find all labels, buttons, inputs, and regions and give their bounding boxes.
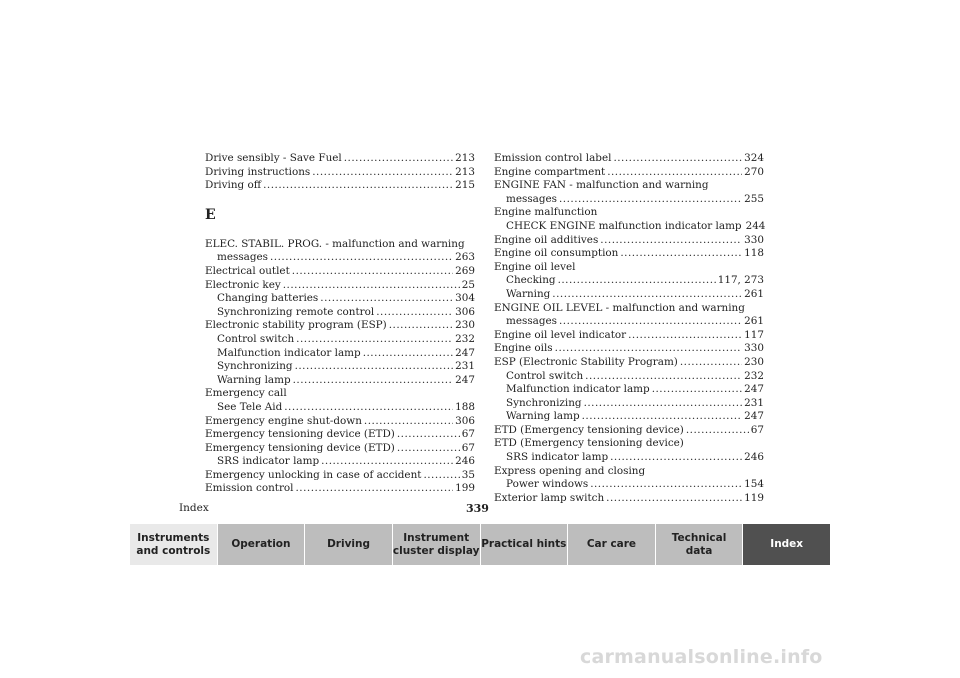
page-reference: 25 bbox=[461, 278, 475, 291]
dot-leader bbox=[296, 333, 453, 347]
entry-text: Malfunction indicator lamp bbox=[217, 346, 361, 359]
page-reference: 231 bbox=[744, 396, 764, 409]
page-reference: 263 bbox=[455, 251, 475, 264]
page-reference: 230 bbox=[744, 355, 764, 368]
dot-leader bbox=[363, 347, 453, 361]
index-entry[interactable] bbox=[205, 428, 475, 442]
index-column-left bbox=[205, 152, 475, 496]
entry-text: Power windows bbox=[506, 478, 589, 491]
entry-text: Synchronizing bbox=[217, 360, 293, 373]
page-reference: 230 bbox=[455, 319, 475, 332]
entry-text: Control switch bbox=[506, 369, 584, 382]
page-reference: 67 bbox=[750, 423, 764, 436]
dot-leader bbox=[423, 469, 459, 483]
index-group-e bbox=[205, 238, 475, 496]
index-entry[interactable] bbox=[494, 152, 764, 166]
entry-text: Malfunction indicator lamp bbox=[506, 383, 650, 396]
dot-leader bbox=[312, 166, 453, 180]
tab-instruments-and-controls[interactable]: Instruments and controls bbox=[130, 524, 218, 565]
index-entry[interactable] bbox=[494, 492, 764, 506]
dot-leader bbox=[270, 251, 453, 265]
dot-leader bbox=[376, 306, 453, 320]
tab-driving[interactable]: Driving bbox=[305, 524, 393, 565]
index-entry[interactable] bbox=[494, 193, 764, 207]
dot-leader bbox=[344, 152, 453, 166]
index-subentry[interactable] bbox=[494, 478, 764, 492]
dot-leader bbox=[600, 234, 742, 248]
chapter-navigation-bar bbox=[130, 524, 830, 565]
page-reference: 270 bbox=[744, 165, 764, 178]
index-heading: Express opening and closing bbox=[494, 464, 646, 477]
index-entry[interactable] bbox=[494, 424, 764, 438]
index-heading: ENGINE FAN - malfunction and warning bbox=[494, 179, 709, 192]
dot-leader bbox=[321, 455, 453, 469]
dot-leader bbox=[555, 342, 743, 356]
index-column-right bbox=[494, 152, 764, 505]
entry-text: Warning bbox=[506, 287, 551, 300]
index-subentry[interactable] bbox=[494, 274, 764, 288]
entry-text: Exterior lamp switch bbox=[494, 491, 605, 504]
page-reference: 306 bbox=[455, 414, 475, 427]
entry-text: messages bbox=[506, 315, 557, 328]
index-subentry[interactable] bbox=[205, 306, 475, 320]
page-reference: 247 bbox=[455, 346, 475, 359]
index-entry[interactable] bbox=[205, 279, 475, 293]
page-reference: 199 bbox=[455, 482, 475, 495]
page-reference: 215 bbox=[455, 179, 475, 192]
tab-instrument-cluster-display[interactable]: Instrument cluster display bbox=[393, 524, 481, 565]
index-entry[interactable] bbox=[205, 469, 475, 483]
page-reference: 269 bbox=[455, 264, 475, 277]
index-entry[interactable] bbox=[494, 356, 764, 370]
index-group-d-end bbox=[205, 152, 475, 193]
dot-leader bbox=[263, 179, 453, 193]
entry-text: ETD (Emergency tensioning device) bbox=[494, 423, 684, 436]
entry-text: Driving off bbox=[205, 179, 262, 192]
entry-text: Drive sensibly - Save Fuel bbox=[205, 152, 342, 164]
index-entry[interactable] bbox=[205, 482, 475, 496]
tab-technical-data[interactable]: Technical data bbox=[656, 524, 744, 565]
dot-leader bbox=[292, 265, 453, 279]
dot-leader bbox=[585, 370, 742, 384]
page-reference: 117 bbox=[744, 328, 764, 341]
page-reference: 246 bbox=[744, 451, 764, 464]
entry-text: Changing batteries bbox=[217, 292, 319, 305]
entry-text: Engine oil consumption bbox=[494, 247, 619, 260]
entry-text: Engine oils bbox=[494, 342, 553, 355]
page-reference: 213 bbox=[455, 152, 475, 164]
index-entry[interactable] bbox=[494, 166, 764, 180]
footer-section-title: Index bbox=[179, 502, 209, 514]
index-entry[interactable] bbox=[494, 234, 764, 248]
dot-leader bbox=[558, 274, 716, 288]
dot-leader bbox=[283, 279, 460, 293]
entry-text: Emission control label bbox=[494, 152, 612, 164]
dot-leader bbox=[652, 383, 742, 397]
dot-leader bbox=[610, 451, 742, 465]
page-reference: 188 bbox=[455, 400, 475, 413]
index-entry[interactable] bbox=[494, 247, 764, 261]
page-reference: 247 bbox=[744, 383, 764, 396]
page-reference: 154 bbox=[744, 478, 764, 491]
entry-text: Emission control bbox=[205, 482, 294, 495]
entry-text: CHECK ENGINE malfunction indicator lamp bbox=[506, 219, 742, 232]
index-subentry[interactable] bbox=[494, 288, 764, 302]
page-reference: 118 bbox=[744, 247, 764, 260]
index-entry[interactable] bbox=[205, 152, 475, 166]
page-reference: 232 bbox=[455, 332, 475, 345]
entry-text: Emergency tensioning device (ETD) bbox=[205, 428, 395, 441]
dot-leader bbox=[320, 292, 453, 306]
dot-leader bbox=[620, 247, 742, 261]
entry-text: SRS indicator lamp bbox=[506, 451, 609, 464]
page-reference: 247 bbox=[455, 373, 475, 386]
entry-text: messages bbox=[217, 251, 268, 264]
entry-text: Checking bbox=[506, 274, 556, 287]
index-entry[interactable] bbox=[205, 179, 475, 193]
dot-leader bbox=[559, 193, 742, 207]
entry-text: ESP (Electronic Stability Program) bbox=[494, 355, 678, 368]
index-group-e-continued bbox=[494, 152, 764, 505]
index-heading: Emergency call bbox=[205, 387, 287, 400]
index-entry[interactable] bbox=[205, 319, 475, 333]
entry-text: Synchronizing remote control bbox=[217, 305, 375, 318]
index-subentry[interactable] bbox=[494, 383, 764, 397]
page-reference: 247 bbox=[744, 410, 764, 423]
dot-leader bbox=[295, 360, 454, 374]
tab-practical-hints[interactable]: Practical hints bbox=[481, 524, 569, 565]
entry-text: Driving instructions bbox=[205, 165, 311, 178]
index-subentry[interactable] bbox=[494, 410, 764, 424]
index-subentry[interactable] bbox=[494, 220, 764, 234]
entry-text: Engine oil level indicator bbox=[494, 328, 627, 341]
tab-car-care[interactable]: Car care bbox=[568, 524, 656, 565]
index-subentry[interactable] bbox=[494, 451, 764, 465]
index-subentry[interactable] bbox=[205, 292, 475, 306]
index-subentry[interactable] bbox=[205, 360, 475, 374]
tab-index[interactable]: Index bbox=[743, 524, 830, 565]
entry-text: Electronic stability program (ESP) bbox=[205, 319, 387, 332]
dot-leader bbox=[559, 315, 742, 329]
page-reference: 232 bbox=[744, 369, 764, 382]
page-reference: 244 bbox=[745, 219, 766, 232]
dot-leader bbox=[293, 374, 454, 388]
entry-text: Warning lamp bbox=[217, 373, 291, 386]
index-entry[interactable] bbox=[205, 251, 475, 265]
index-heading: ENGINE OIL LEVEL - malfunction and warning bbox=[494, 301, 745, 314]
page-reference: 255 bbox=[744, 192, 764, 205]
entry-text: SRS indicator lamp bbox=[217, 455, 320, 468]
index-heading: Engine malfunction bbox=[494, 206, 598, 219]
dot-leader bbox=[584, 397, 743, 411]
dot-leader bbox=[628, 329, 742, 343]
page-reference: 67 bbox=[461, 428, 475, 441]
dot-leader bbox=[582, 410, 743, 424]
index-subentry[interactable] bbox=[205, 347, 475, 361]
entry-text: See Tele Aid bbox=[217, 400, 283, 413]
dot-leader bbox=[590, 478, 742, 492]
entry-text: Warning lamp bbox=[506, 410, 580, 423]
dot-leader bbox=[606, 492, 742, 506]
index-subentry[interactable] bbox=[205, 401, 475, 415]
page-reference: 261 bbox=[744, 315, 764, 328]
dot-leader bbox=[552, 288, 742, 302]
entry-text: Synchronizing bbox=[506, 396, 582, 409]
index-entry[interactable] bbox=[494, 329, 764, 343]
entry-text: Control switch bbox=[217, 332, 295, 345]
section-letter-e: E bbox=[205, 206, 216, 223]
index-subentry[interactable] bbox=[205, 333, 475, 347]
index-entry[interactable] bbox=[494, 342, 764, 356]
index-heading: ETD (Emergency tensioning device) bbox=[494, 437, 684, 450]
entry-text: Engine compartment bbox=[494, 165, 606, 178]
page-reference: 67 bbox=[461, 441, 475, 454]
page-reference: 231 bbox=[455, 360, 475, 373]
dot-leader bbox=[296, 482, 454, 496]
page-reference: 330 bbox=[744, 342, 764, 355]
entry-text: Emergency unlocking in case of accident bbox=[205, 468, 422, 481]
entry-text: messages bbox=[506, 192, 557, 205]
page-reference: 261 bbox=[744, 287, 764, 300]
dot-leader bbox=[680, 356, 742, 370]
dot-leader bbox=[397, 428, 460, 442]
page-reference: 213 bbox=[455, 165, 475, 178]
entry-text: Engine oil additives bbox=[494, 233, 599, 246]
tab-operation[interactable]: Operation bbox=[218, 524, 306, 565]
page-reference: 324 bbox=[744, 152, 764, 164]
page-reference: 306 bbox=[455, 305, 475, 318]
page-number: 339 bbox=[466, 502, 489, 515]
dot-leader bbox=[613, 152, 742, 166]
index-heading: ELEC. STABIL. PROG. - malfunction and warning bbox=[205, 237, 465, 250]
dot-leader bbox=[607, 166, 742, 180]
index-entry[interactable] bbox=[205, 442, 475, 456]
index-subentry[interactable] bbox=[494, 397, 764, 411]
entry-text: Electronic key bbox=[205, 278, 281, 291]
index-subentry[interactable] bbox=[205, 455, 475, 469]
index-heading: Engine oil level bbox=[494, 260, 576, 273]
dot-leader bbox=[389, 319, 453, 333]
index-subentry[interactable] bbox=[494, 370, 764, 384]
page-reference: 304 bbox=[455, 292, 475, 305]
dot-leader bbox=[284, 401, 453, 415]
dot-leader bbox=[686, 424, 749, 438]
entry-text: Emergency engine shut-down bbox=[205, 414, 362, 427]
entry-text: Electrical outlet bbox=[205, 264, 290, 277]
dot-leader bbox=[364, 415, 453, 429]
index-entry[interactable] bbox=[205, 415, 475, 429]
page-reference: 246 bbox=[455, 455, 475, 468]
index-entry[interactable] bbox=[205, 265, 475, 279]
dot-leader bbox=[397, 442, 460, 456]
watermark: carmanualsonline.info bbox=[580, 646, 823, 668]
page-reference: 35 bbox=[461, 468, 475, 481]
index-subentry[interactable] bbox=[205, 374, 475, 388]
index-entry[interactable] bbox=[205, 166, 475, 180]
entry-text: Emergency tensioning device (ETD) bbox=[205, 441, 395, 454]
page-reference: 119 bbox=[744, 491, 764, 504]
page-reference: 117, 273 bbox=[717, 274, 764, 287]
page-reference: 330 bbox=[744, 233, 764, 246]
index-entry[interactable] bbox=[494, 315, 764, 329]
